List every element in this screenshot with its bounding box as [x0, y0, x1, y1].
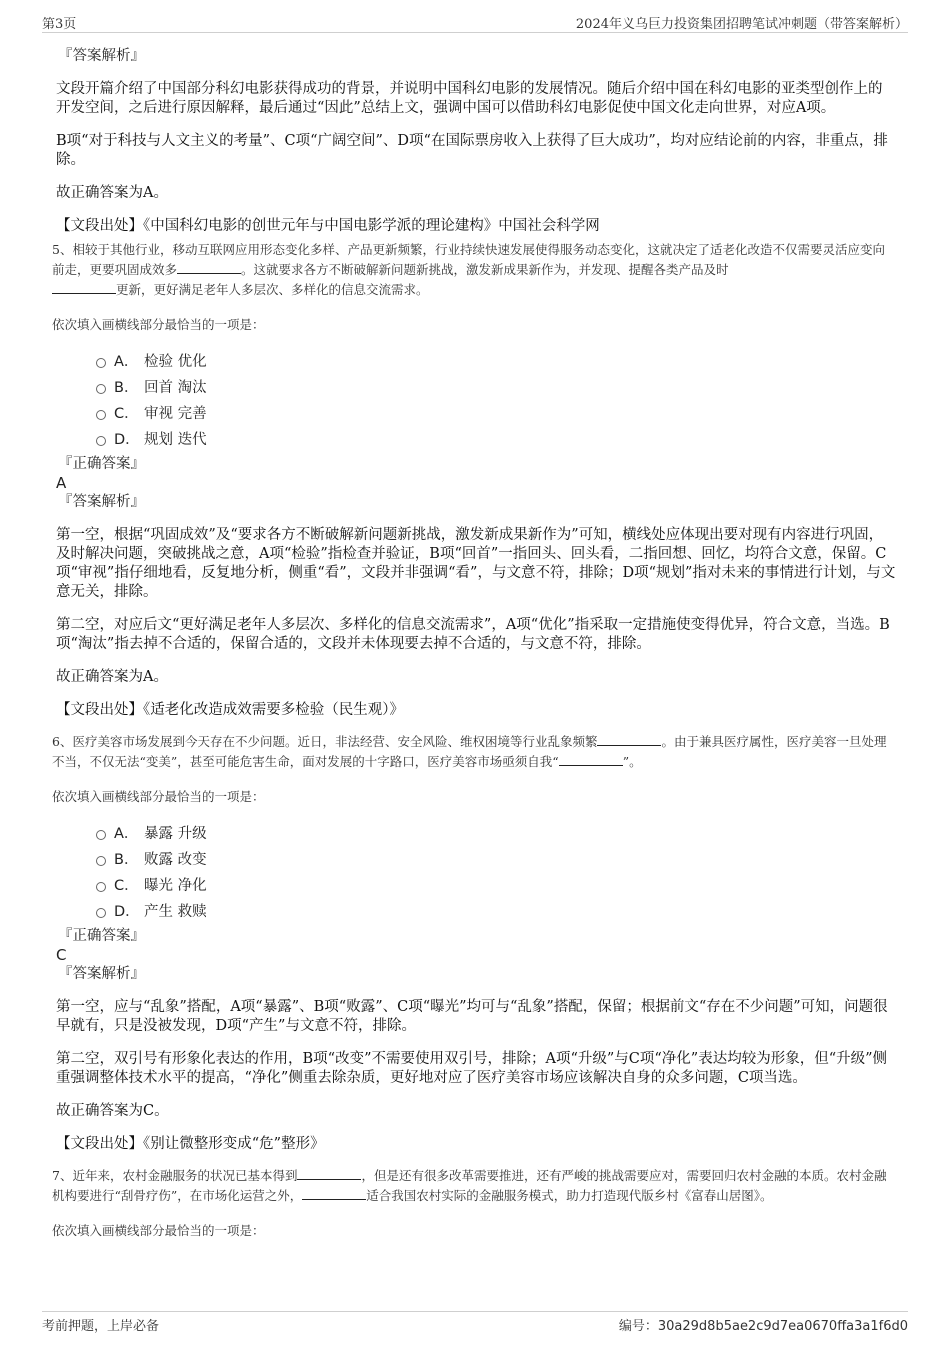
options-list — [56, 349, 896, 453]
blank — [297, 1167, 361, 1180]
radio-icon[interactable] — [96, 358, 106, 368]
correct-answer: C — [56, 946, 67, 964]
page-footer — [42, 1311, 908, 1334]
question-prompt: 依次填入画横线部分最恰当的一项是： — [52, 317, 265, 332]
analysis-paragraph: 文段开篇介绍了中国部分科幻电影获得成功的背景，并说明中国科幻电影的发展情况。随后介绍中国在科幻电影的亚类型创作上的开发空间，之后进行原因解释，最后通过“因此”总结上文，强调中国可以借助科幻电影促使中国文化走向世界，对应A项。 — [56, 81, 883, 116]
page-header — [42, 10, 908, 33]
source: 【文段出处】《适老化改造成效需要多检验（民生观）》 — [56, 702, 404, 718]
source: 【文段出处】《别让微整形变成“危”整形》 — [56, 1136, 325, 1152]
correct-answer-label: 『正确答案』 — [58, 928, 145, 944]
blank — [52, 281, 116, 294]
option-c[interactable]: C． 曝光 净化 — [56, 873, 896, 899]
analysis-label: 『答案解析』 — [58, 48, 145, 64]
radio-icon[interactable] — [96, 436, 106, 446]
option-a[interactable]: A． 检验 优化 — [56, 349, 896, 375]
correct-answer-label: 『正确答案』 — [58, 456, 145, 472]
radio-icon[interactable] — [96, 410, 106, 420]
option-b[interactable]: B． 败露 改变 — [56, 847, 896, 873]
blank — [177, 261, 241, 274]
document-title: 2024年义乌巨力投资集团招聘笔试冲刺题（带答案解析） — [575, 17, 908, 32]
conclusion: 故正确答案为A。 — [56, 185, 168, 201]
question-stem: 5、相较于其他行业，移动互联网应用形态变化多样、产品更新频繁，行业持续快速发展使得服务动态变化，这就决定了适老化改造不仅需要灵活应变向前走，更要巩固成效多 。这就要求各方不断破解新问题新挑战，激发新成果新作为，并发现、提醒各类产品及时 更新，更好满足老年人多层次、多样化的信息交流需求。 — [52, 242, 885, 297]
document-id: 编号：30a29d8b5ae2c9d7ea0670ffa3a1f6d0 — [618, 1319, 908, 1334]
correct-answer: A — [56, 474, 67, 492]
radio-icon[interactable] — [96, 856, 106, 866]
question-stem: 7、近年来，农村金融服务的状况已基本得到 ，但是还有很多改革需要推进，还有严峻的挑战需要应对，需要回归农村金融的本质。农村金融机构要进行“刮骨疗伤”，在市场化运营之外， 适合我国农村实际的金融服务模式，助力打造现代版乡村《富春山居图》。 — [52, 1168, 887, 1203]
blank — [302, 1187, 366, 1200]
page-content — [52, 47, 896, 1241]
option-d[interactable]: D． 产生 救赎 — [56, 899, 896, 925]
blank — [559, 753, 623, 766]
conclusion: 故正确答案为A。 — [56, 669, 168, 685]
analysis-label: 『答案解析』 — [58, 966, 145, 982]
analysis-paragraph: 第一空，根据“巩固成效”及“要求各方不断破解新问题新挑战，激发新成果新作为”可知，横线处应体现出要对现有内容进行巩固，及时解决问题，突破挑战之意，A项“检验”指检查并验证，B项“回首”一指回头、回头看，二指回想、回忆，均符合文意，保留。C项“审视”指仔细地看，反复地分析，侧重“看”，文段并非强调“看”，与文意不符，排除；D项“规划”指对未来的事情进行计划，与文意无关，排除。 — [56, 527, 896, 600]
conclusion: 故正确答案为C。 — [56, 1103, 169, 1119]
source: 【文段出处】《中国科幻电影的创世元年与中国电影学派的理论建构》中国社会科学网 — [56, 218, 600, 234]
option-b[interactable]: B． 回首 淘汰 — [56, 375, 896, 401]
question-5 — [52, 240, 896, 720]
analysis-paragraph: 第一空，应与“乱象”搭配，A项“暴露”、B项“败露”、C项“曝光”均可与“乱象”搭配，保留；根据前文“存在不少问题”可知，问题很早就有，只是没被发现，D项“产生”与文意不符，排除。 — [56, 999, 888, 1034]
option-a[interactable]: A． 暴露 升级 — [56, 821, 896, 847]
radio-icon[interactable] — [96, 830, 106, 840]
analysis-paragraph: B项“对于科技与人文主义的考量”、C项“广阔空间”、D项“在国际票房收入上获得了巨大成功”，均对应结论前的内容，非重点，排除。 — [56, 133, 888, 168]
question-stem: 6、医疗美容市场发展到今天存在不少问题。近日，非法经营、安全风险、维权困境等行业乱象频繁 。由于兼具医疗属性，医疗美容一旦处理不当，不仅无法“变美”，甚至可能危害生命，面对发展的十字路口，医疗美容市场亟须自我“ ”。 — [52, 734, 887, 769]
question-prompt: 依次填入画横线部分最恰当的一项是： — [52, 789, 265, 804]
option-d[interactable]: D． 规划 迭代 — [56, 427, 896, 453]
question-6 — [52, 732, 896, 1154]
options-list — [56, 821, 896, 925]
question-prompt: 依次填入画横线部分最恰当的一项是： — [52, 1223, 265, 1238]
blank — [597, 733, 661, 746]
option-c[interactable]: C． 审视 完善 — [56, 401, 896, 427]
analysis-label: 『答案解析』 — [58, 494, 145, 510]
radio-icon[interactable] — [96, 908, 106, 918]
footer-slogan: 考前押题，上岸必备 — [42, 1319, 160, 1334]
analysis-paragraph: 第二空，双引号有形象化表达的作用，B项“改变”不需要使用双引号，排除；A项“升级”与C项“净化”表达均较为形象，但“升级”侧重强调整体技术水平的提高，“净化”侧重去除杂质，更好地对应了医疗美容市场应该解决自身的众多问题，C项当选。 — [56, 1051, 888, 1086]
analysis-paragraph: 第二空，对应后文“更好满足老年人多层次、多样化的信息交流需求”，A项“优化”指采取一定措施使变得优异，符合文意，当选。B项“淘汰”指去掉不合适的，保留合适的，文段并未体现要去掉不合适的，与文意不符，排除。 — [56, 617, 890, 652]
question-7 — [52, 1166, 896, 1241]
radio-icon[interactable] — [96, 882, 106, 892]
page-number: 第3页 — [42, 17, 77, 32]
radio-icon[interactable] — [96, 384, 106, 394]
